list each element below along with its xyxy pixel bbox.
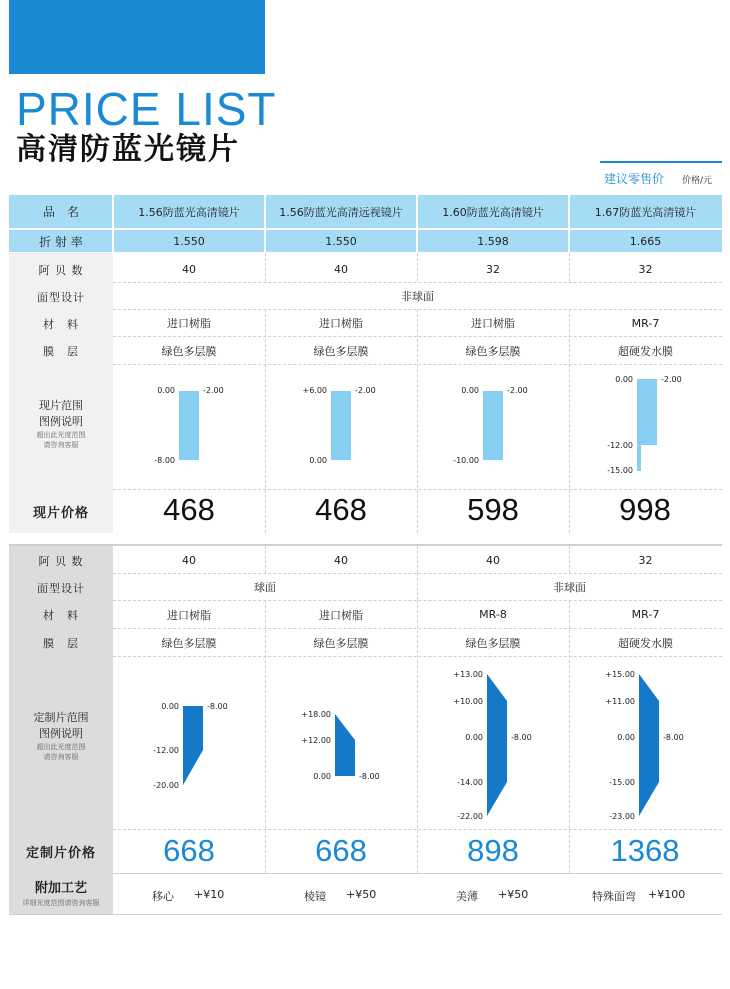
range-label: -8.00 [359,772,380,781]
addon-price: +¥100 [648,888,686,901]
addon-note: 详细光度范围请咨询客服 [22,899,100,907]
range-label: -14.00 [457,778,483,787]
range-label: -10.00 [453,456,479,465]
stock-material-2: 进口树脂 [319,317,363,330]
refraction-index-1: 1.550 [173,234,205,248]
range-label: 0.00 [313,772,331,781]
top-accent-bar [9,0,265,74]
custom-range-legend [9,710,113,762]
range-label: -8.00 [663,733,684,742]
custom-range-shape [183,706,203,785]
stock-range-shape [331,391,351,460]
custom-abbe-1: 40 [182,553,196,567]
custom-range-note-2: 请咨询客服 [43,753,79,761]
product-name-header: 品 名 [42,205,79,219]
stock-price-3: 598 [467,492,519,527]
addon-price: +¥50 [346,888,377,901]
custom-price-label: 定制片价格 [25,846,96,861]
custom-material-3: MR-8 [479,608,507,621]
suggested-price-label: 建议零售价 [604,172,665,186]
custom-range-shape [487,674,507,816]
refraction-index-3: 1.598 [477,234,509,248]
custom-material-1: 进口树脂 [167,608,211,622]
range-label: +11.00 [605,697,635,706]
stock-coating-label: 膜 层 [43,345,79,358]
range-label: 0.00 [465,733,483,742]
range-label: -2.00 [661,375,682,384]
custom-material-2: 进口树脂 [319,608,363,622]
stock-abbe-1: 40 [182,262,196,276]
range-label: -15.00 [607,466,633,475]
stock-range-legend [9,398,113,450]
custom-legend-title: 图例说明 [39,727,83,740]
addon-name: 美薄 [456,890,478,903]
addon-legend [9,880,113,908]
custom-price-2: 668 [315,833,367,868]
stock-coating-4: 超硬发水膜 [618,344,673,358]
custom-coating-4: 超硬发水膜 [618,636,673,650]
range-label: -2.00 [507,386,528,395]
stock-coating-3: 绿色多层膜 [465,344,521,358]
range-label: -2.00 [355,386,376,395]
stock-range-diagram-3 [417,365,569,489]
bottom-divider [9,914,722,915]
range-label: -22.00 [457,812,483,821]
stock-range-shape [637,379,657,471]
range-label: 0.00 [615,375,633,384]
custom-range-title: 定制片范围 [33,711,89,724]
custom-coating-2: 绿色多层膜 [313,636,369,650]
range-label: +13.00 [453,670,483,679]
range-label: 0.00 [309,456,327,465]
refraction-index-4: 1.665 [629,234,662,248]
stock-range-diagram-2 [265,365,417,489]
stock-price-1: 468 [163,492,215,527]
custom-abbe-3: 40 [486,553,500,567]
stock-surface-value: 非球面 [401,290,434,303]
product-name-2: 1.56防蓝光高清远视镜片 [279,205,403,219]
range-label: -8.00 [511,733,532,742]
stock-material-3: 进口树脂 [471,317,515,330]
stock-material-label: 材 料 [43,317,79,331]
custom-range-diagram-3 [417,657,569,829]
custom-abbe-4: 32 [638,553,653,567]
custom-coating-1: 绿色多层膜 [161,636,217,650]
custom-abbe-2: 40 [334,553,348,567]
range-label: +12.00 [301,736,331,745]
custom-range-shape [335,714,355,776]
suggested-retail-price-tag [600,161,722,187]
addon-top-divider [113,873,722,874]
custom-range-shape [639,674,659,816]
range-label: -20.00 [153,781,179,790]
custom-coating-label: 膜 层 [43,637,79,650]
stock-abbe-3: 32 [486,262,500,276]
custom-material-4: MR-7 [631,608,660,621]
stock-abbe-4: 32 [638,262,653,276]
stock-legend-title: 图例说明 [39,415,83,428]
range-label: -8.00 [154,456,175,465]
addon-name: 棱镜 [304,890,326,903]
title-english: PRICE LIST [16,83,277,135]
price-unit-label: 价格/元 [682,176,713,186]
custom-range-note-1: 超出此光度范围 [36,743,86,751]
stock-range-diagram-4 [569,365,722,489]
stock-coating-1: 绿色多层膜 [161,344,217,358]
custom-surface-aspheric: 非球面 [553,581,586,594]
stock-price-2: 468 [315,492,367,527]
custom-surface-label: 面型设计 [37,581,85,595]
range-label: -2.00 [203,386,224,395]
stock-range-note-1: 超出此光度范围 [36,431,86,439]
stock-range-title: 现片范围 [39,399,83,412]
stock-range-shape [483,391,503,460]
range-label: 0.00 [157,386,175,395]
range-label: 0.00 [461,386,479,395]
product-name-3: 1.60防蓝光高清镜片 [442,205,544,219]
refraction-index-2: 1.550 [325,234,357,248]
custom-price-1: 668 [163,833,215,868]
addon-name: 移心 [152,890,174,903]
stock-abbe-label: 阿 贝 数 [38,263,84,277]
range-label: -23.00 [609,812,635,821]
custom-material-label: 材 料 [43,609,79,622]
custom-coating-3: 绿色多层膜 [465,636,521,650]
stock-range-shape [179,391,199,460]
range-label: +15.00 [605,670,635,679]
range-label: -12.00 [607,441,633,450]
custom-surface-spherical: 球面 [254,581,276,594]
range-label: +10.00 [453,697,483,706]
stock-price-4: 998 [619,492,671,527]
custom-range-diagram-2 [265,657,417,829]
addon-name: 特殊面弯 [592,890,636,903]
stock-abbe-2: 40 [334,262,348,276]
refraction-header: 折 射 率 [39,234,83,249]
product-name-1: 1.56防蓝光高清镜片 [138,205,240,219]
section-divider [9,544,722,546]
stock-material-4: MR-7 [631,316,660,330]
addon-price: +¥50 [498,888,529,901]
addon-label: 附加工艺 [34,881,87,896]
range-label: 0.00 [161,702,179,711]
range-label: -15.00 [609,778,635,787]
range-label: +6.00 [302,386,327,395]
custom-range-diagram-4 [569,657,722,829]
stock-coating-2: 绿色多层膜 [313,344,369,358]
title-chinese: 高清防蓝光镜片 [16,132,240,167]
range-label: 0.00 [617,733,635,742]
stock-range-diagram-1 [113,365,265,489]
custom-price-4: 1368 [610,833,680,868]
stock-surface-label: 面型设计 [37,290,85,304]
custom-abbe-label: 阿 贝 数 [38,554,84,568]
product-name-4: 1.67防蓝光高清镜片 [594,205,697,219]
range-label: -8.00 [207,702,228,711]
custom-price-3: 898 [467,833,519,868]
range-label: +18.00 [301,710,331,719]
range-label: -12.00 [153,746,179,755]
stock-material-1: 进口树脂 [167,317,211,330]
stock-price-label: 现片价格 [32,506,89,521]
stock-range-note-2: 请咨询客服 [43,441,79,449]
addon-price: +¥10 [194,888,225,901]
custom-range-diagram-1 [113,657,265,829]
